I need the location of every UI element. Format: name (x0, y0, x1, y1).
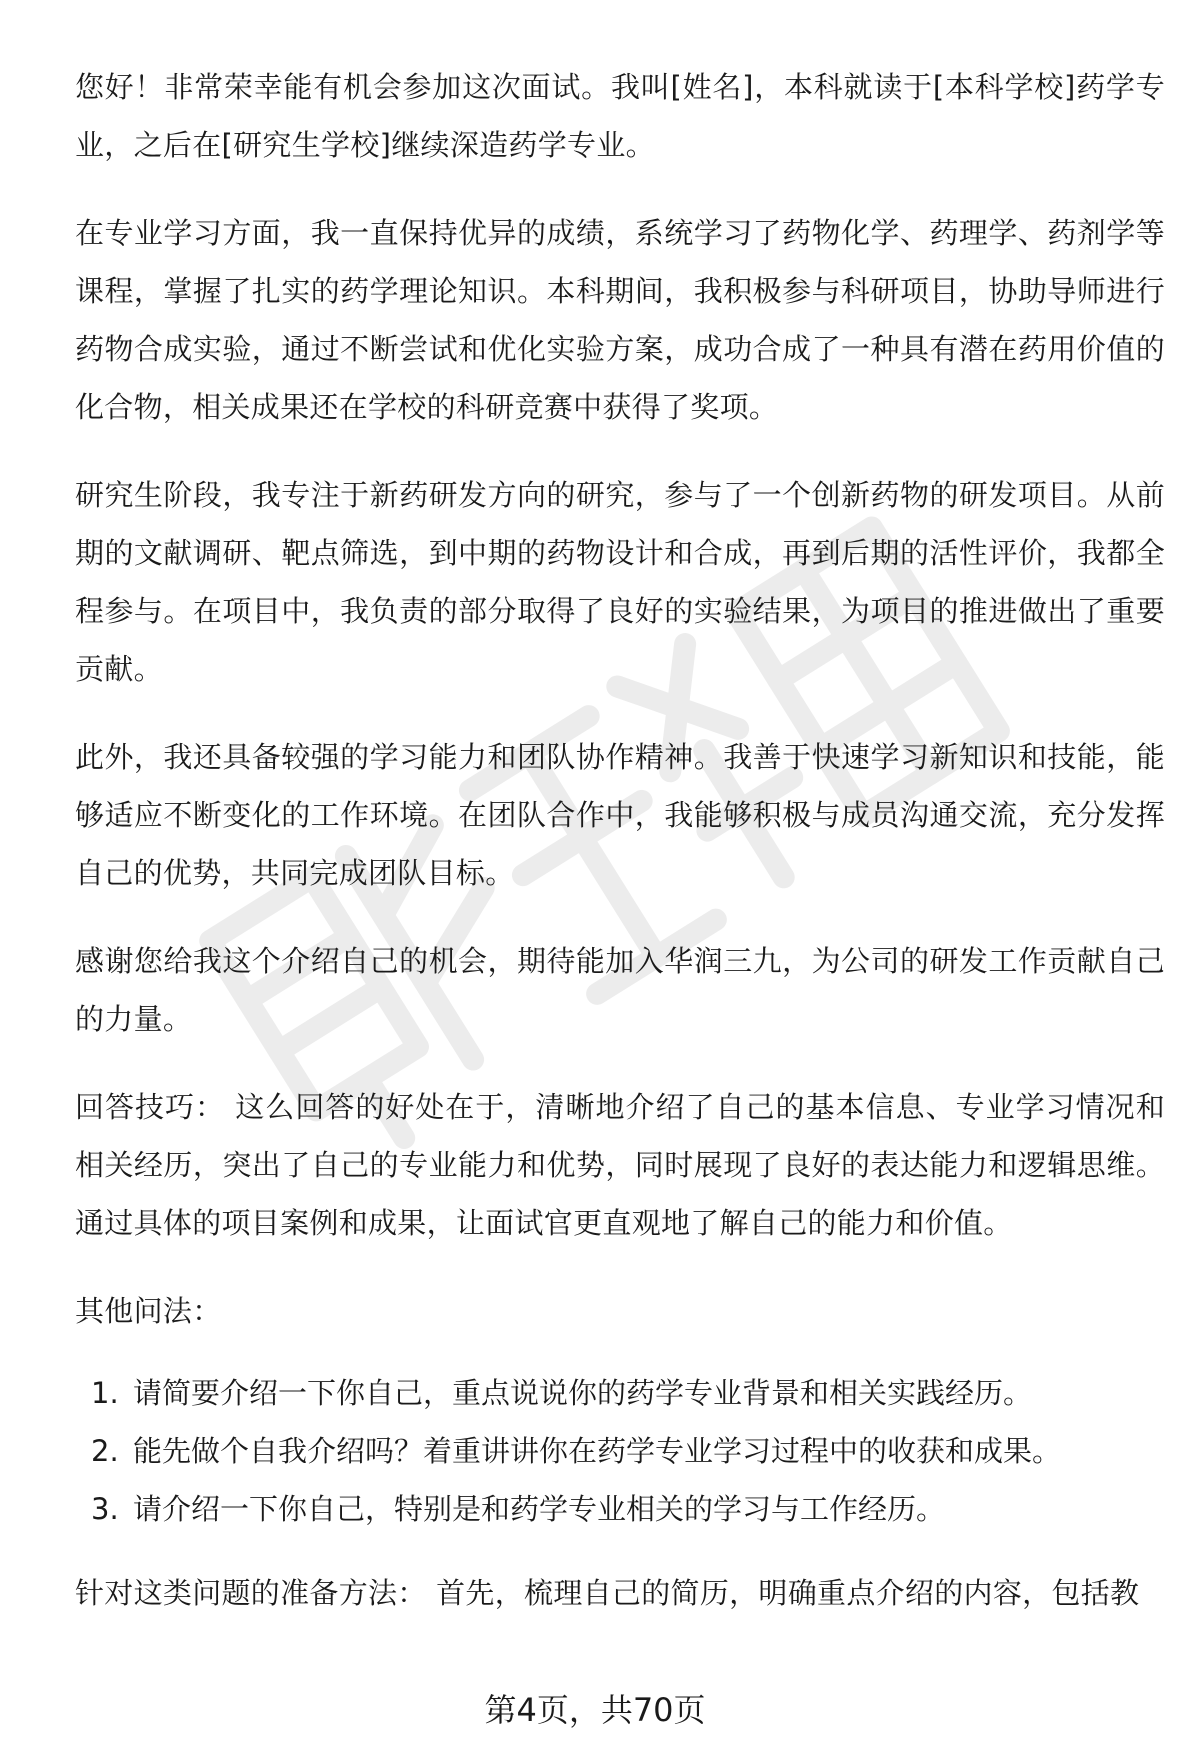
list-item-text: 请介绍一下你自己，特别是和药学专业相关的学习与工作经历。 (133, 1492, 946, 1526)
list-item-number: 1. (91, 1376, 119, 1410)
paragraph-tips: 回答技巧： 这么回答的好处在于，清晰地介绍了自己的基本信息、专业学习情况和相关经历，突出了自己的专业能力和优势，同时展现了良好的表达能力和逻辑思维。通过具体的项目案例和成果，让面试官更直观地了解自己的能力和价值。 (75, 1090, 1165, 1240)
paragraph-thanks: 感谢您给我这个介绍自己的机会，期待能加入华润三九，为公司的研发工作贡献自己的力量。 (75, 944, 1165, 1036)
other-questions-list (75, 1364, 1165, 1538)
document-body (75, 58, 1165, 1652)
paragraph-skills: 此外，我还具备较强的学习能力和团队协作精神。我善于快速学习新知识和技能，能够适应不断变化的工作环境。在团队合作中，我能够积极与成员沟通交流，充分发挥自己的优势，共同完成团队目标。 (75, 740, 1165, 890)
paragraph-intro: 您好！非常荣幸能有机会参加这次面试。我叫[姓名]，本科就读于[本科学校]药学专业，之后在[研究生学校]继续深造药学专业。 (75, 70, 1165, 162)
paragraph-grad: 研究生阶段，我专注于新药研发方向的研究，参与了一个创新药物的研发项目。从前期的文献调研、靶点筛选，到中期的药物设计和合成，再到后期的活性评价，我都全程参与。在项目中，我负责的部分取得了良好的实验结果，为项目的推进做出了重要贡献。 (75, 478, 1165, 686)
other-questions-heading: 其他问法： (75, 1294, 222, 1328)
page-number: 第4页，共70页 (484, 1691, 706, 1729)
list-item-text: 能先做个自我介绍吗？着重讲讲你在药学专业学习过程中的收获和成果。 (133, 1434, 1062, 1468)
list-item-text: 请简要介绍一下你自己，重点说说你的药学专业背景和相关实践经历。 (133, 1376, 1033, 1410)
paragraph-prep: 针对这类问题的准备方法： 首先，梳理自己的简历，明确重点介绍的内容，包括教 (75, 1576, 1140, 1610)
list-item (75, 1480, 1165, 1538)
paragraph-study: 在专业学习方面，我一直保持优异的成绩，系统学习了药物化学、药理学、药剂学等课程，掌握了扎实的药学理论知识。本科期间，我积极参与科研项目，协助导师进行药物合成实验，通过不断尝试和优化实验方案，成功合成了一种具有潜在药用价值的化合物，相关成果还在学校的科研竞赛中获得了奖项。 (75, 216, 1165, 424)
list-item-number: 2. (91, 1434, 119, 1468)
list-item (75, 1422, 1165, 1480)
list-item (75, 1364, 1165, 1422)
list-item-number: 3. (91, 1492, 119, 1526)
